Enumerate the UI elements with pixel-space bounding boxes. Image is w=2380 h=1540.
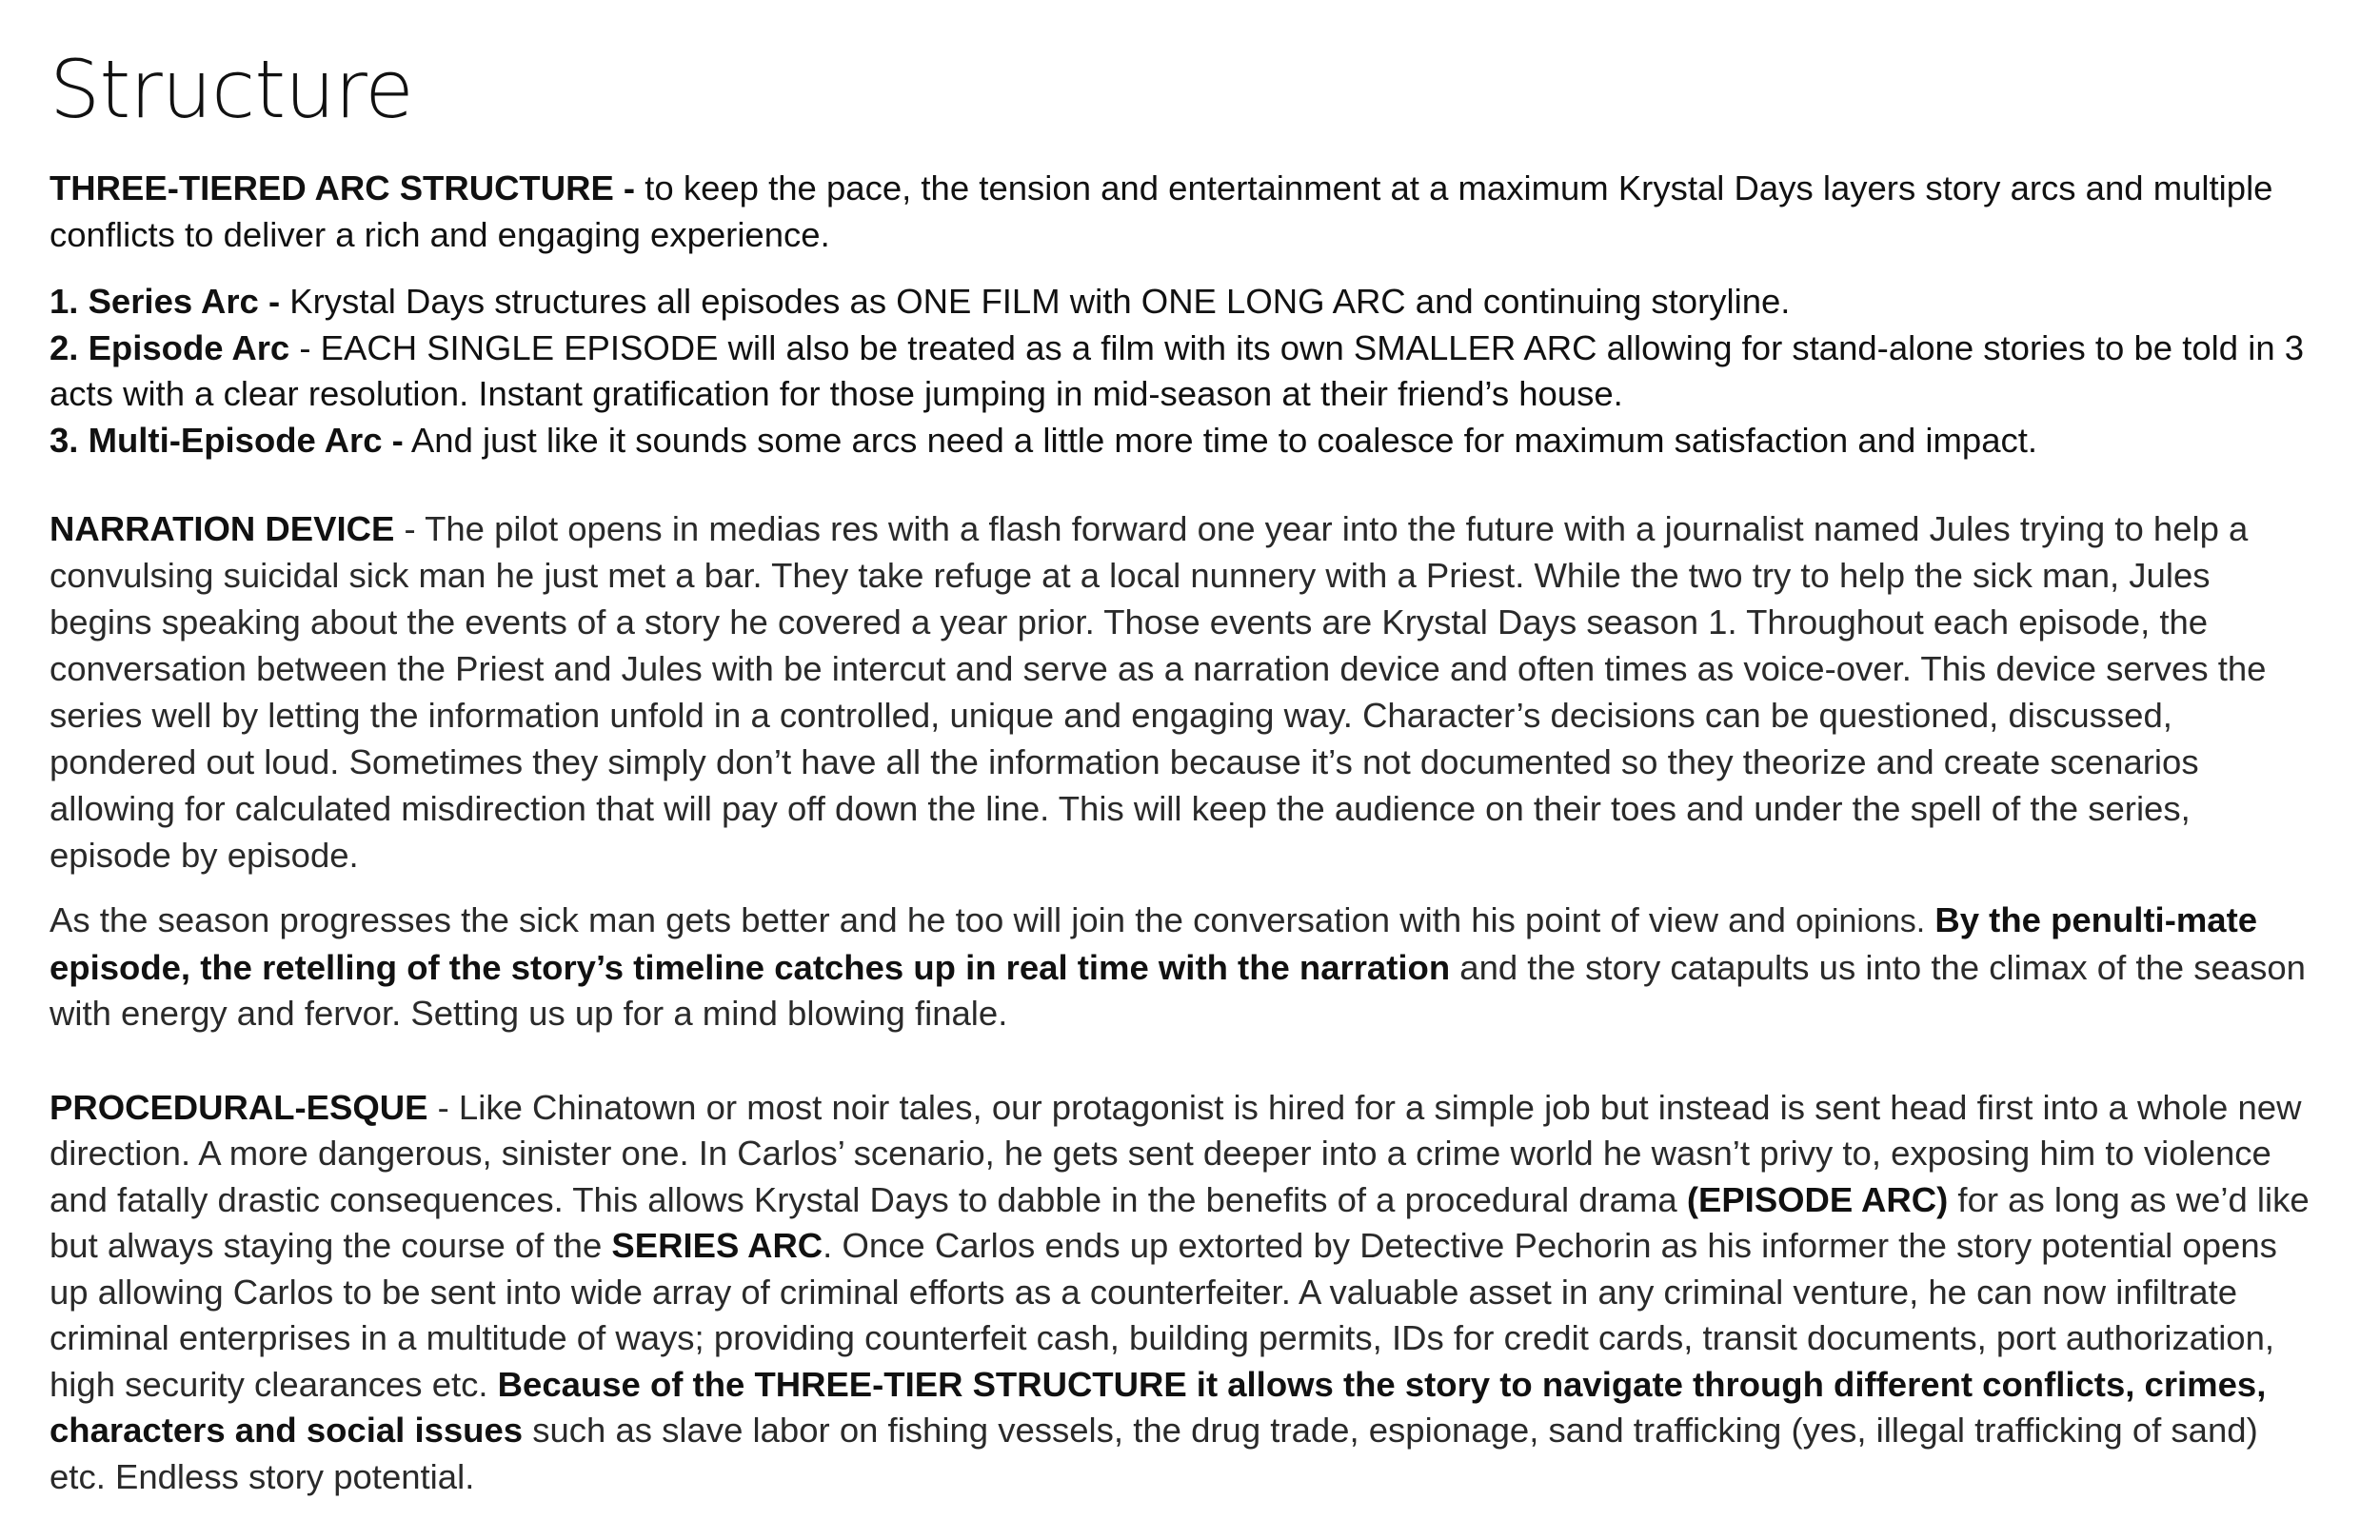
narration-p2-text: As the season progresses the sick man gets better and he too will join the conversation with his point of view and [50,900,1796,940]
narration-text: - The pilot opens in medias res with a flash forward one year into the future with a journalist named Jules trying to help a convulsing suicidal sick man he just met a bar. They take refuge at a local nunnery with a Priest. While the two try to help the sick man, Jules begins speaking about the events of a story he covered a year prior. Those events are Krystal Days season 1. Throughout each episode, the conversation between the Priest and Jules with be intercut and serve as a narration device and often times as voice-over. This device serves the series well by letting the information unfold in a controlled, unique and engaging way. Character’s decisions can be questioned, discussed, pondered out loud. Sometimes they simply don’t have all the information because it’s not documented so they theorize and create scenarios allowing for calculated misdirection that will pay off down the line. This will keep the audience on their toes and under the spell of the series, episode by episode. [50,509,2267,876]
procedural-heading: PROCEDURAL-ESQUE [50,1087,428,1127]
three-tier-text: to keep the pace, the tension and entertainment at a maximum Krystal Days layers story arcs and multiple conflicts to deliver a rich and engaging experience. [50,168,2273,254]
arc-item-multi-episode [50,418,2315,464]
procedural-text-3: . Once Carlos ends up extorted by Detective Pechorin as his informer the story potential opens up allowing Carlos to be sent into wide array of criminal efforts as a counterfeiter. A valuable asset in any criminal venture, he can now infiltrate criminal enterprises in a multitude of ways; providing counterfeit cash, building permits, IDs for credit cards, transit documents, port authorization, high security clearances etc. [50,1226,2277,1404]
narration-p2-bold: By the penulti-mate episode, the retelling of the story’s timeline catches up in real time with the narration [50,900,2258,987]
narration-p2-opinions: opinions. [1795,903,1926,940]
arc-label: 1. Series Arc - [50,282,281,322]
arc-item-episode [50,326,2315,418]
arc-label: 2. Episode Arc [50,327,290,367]
page-title: Structure [50,43,413,136]
procedural-paragraph [50,1085,2315,1501]
arc-text: And just like it sounds some arcs need a little more time to coalesce for maximum satisfaction and impact. [403,420,2038,460]
arc-item-series [50,279,2315,326]
narration-paragraph [50,505,2315,879]
narration-heading: NARRATION DEVICE [50,509,395,549]
procedural-text-4: such as slave labor on fishing vessels, the drug trade, espionage, sand trafficking (yes, illegal trafficking of sand) etc. Endless story potential. [50,1411,2258,1496]
document-page [50,43,2315,1500]
arc-list [50,279,2315,464]
narration-p2-text-end: and the story catapults us into the climax of the season with energy and fervor. Setting us up for a mind blowing finale. [50,947,2306,1034]
arc-label: 3. Multi-Episode Arc - [50,420,404,460]
arc-text: - EACH SINGLE EPISODE will also be treated as a film with its own SMALLER ARC allowing for stand-alone stories to be told in 3 acts with a clear resolution. Instant gratification for those jumping in mid-season at their friend’s house. [50,327,2305,414]
three-tier-paragraph [50,166,2315,258]
procedural-bold-three-tier: Because of the THREE-TIER STRUCTURE it allows the story to navigate through different conflicts, crimes, characters and social issues [50,1364,2267,1451]
narration-paragraph-2 [50,898,2315,1037]
procedural-text-1: - Like Chinatown or most noir tales, our protagonist is hired for a simple job but instead is sent head first into a whole new direction. A more dangerous, sinister one. In Carlos’ scenario, he gets sent deeper into a crime world he wasn’t privy to, exposing him to violence and fatally drastic consequences. This allows Krystal Days to dabble in the benefits of a procedural drama [50,1087,2302,1219]
arc-text: Krystal Days structures all episodes as ONE FILM with ONE LONG ARC and continuing storyline. [280,282,1791,322]
procedural-bold-episode-arc: (EPISODE ARC) [1686,1179,1949,1219]
procedural-text-2: for as long as we’d like but always staying the course of the [50,1179,2310,1266]
three-tier-heading: THREE-TIERED ARC STRUCTURE - [50,168,636,208]
procedural-bold-series-arc: SERIES ARC [611,1226,823,1266]
